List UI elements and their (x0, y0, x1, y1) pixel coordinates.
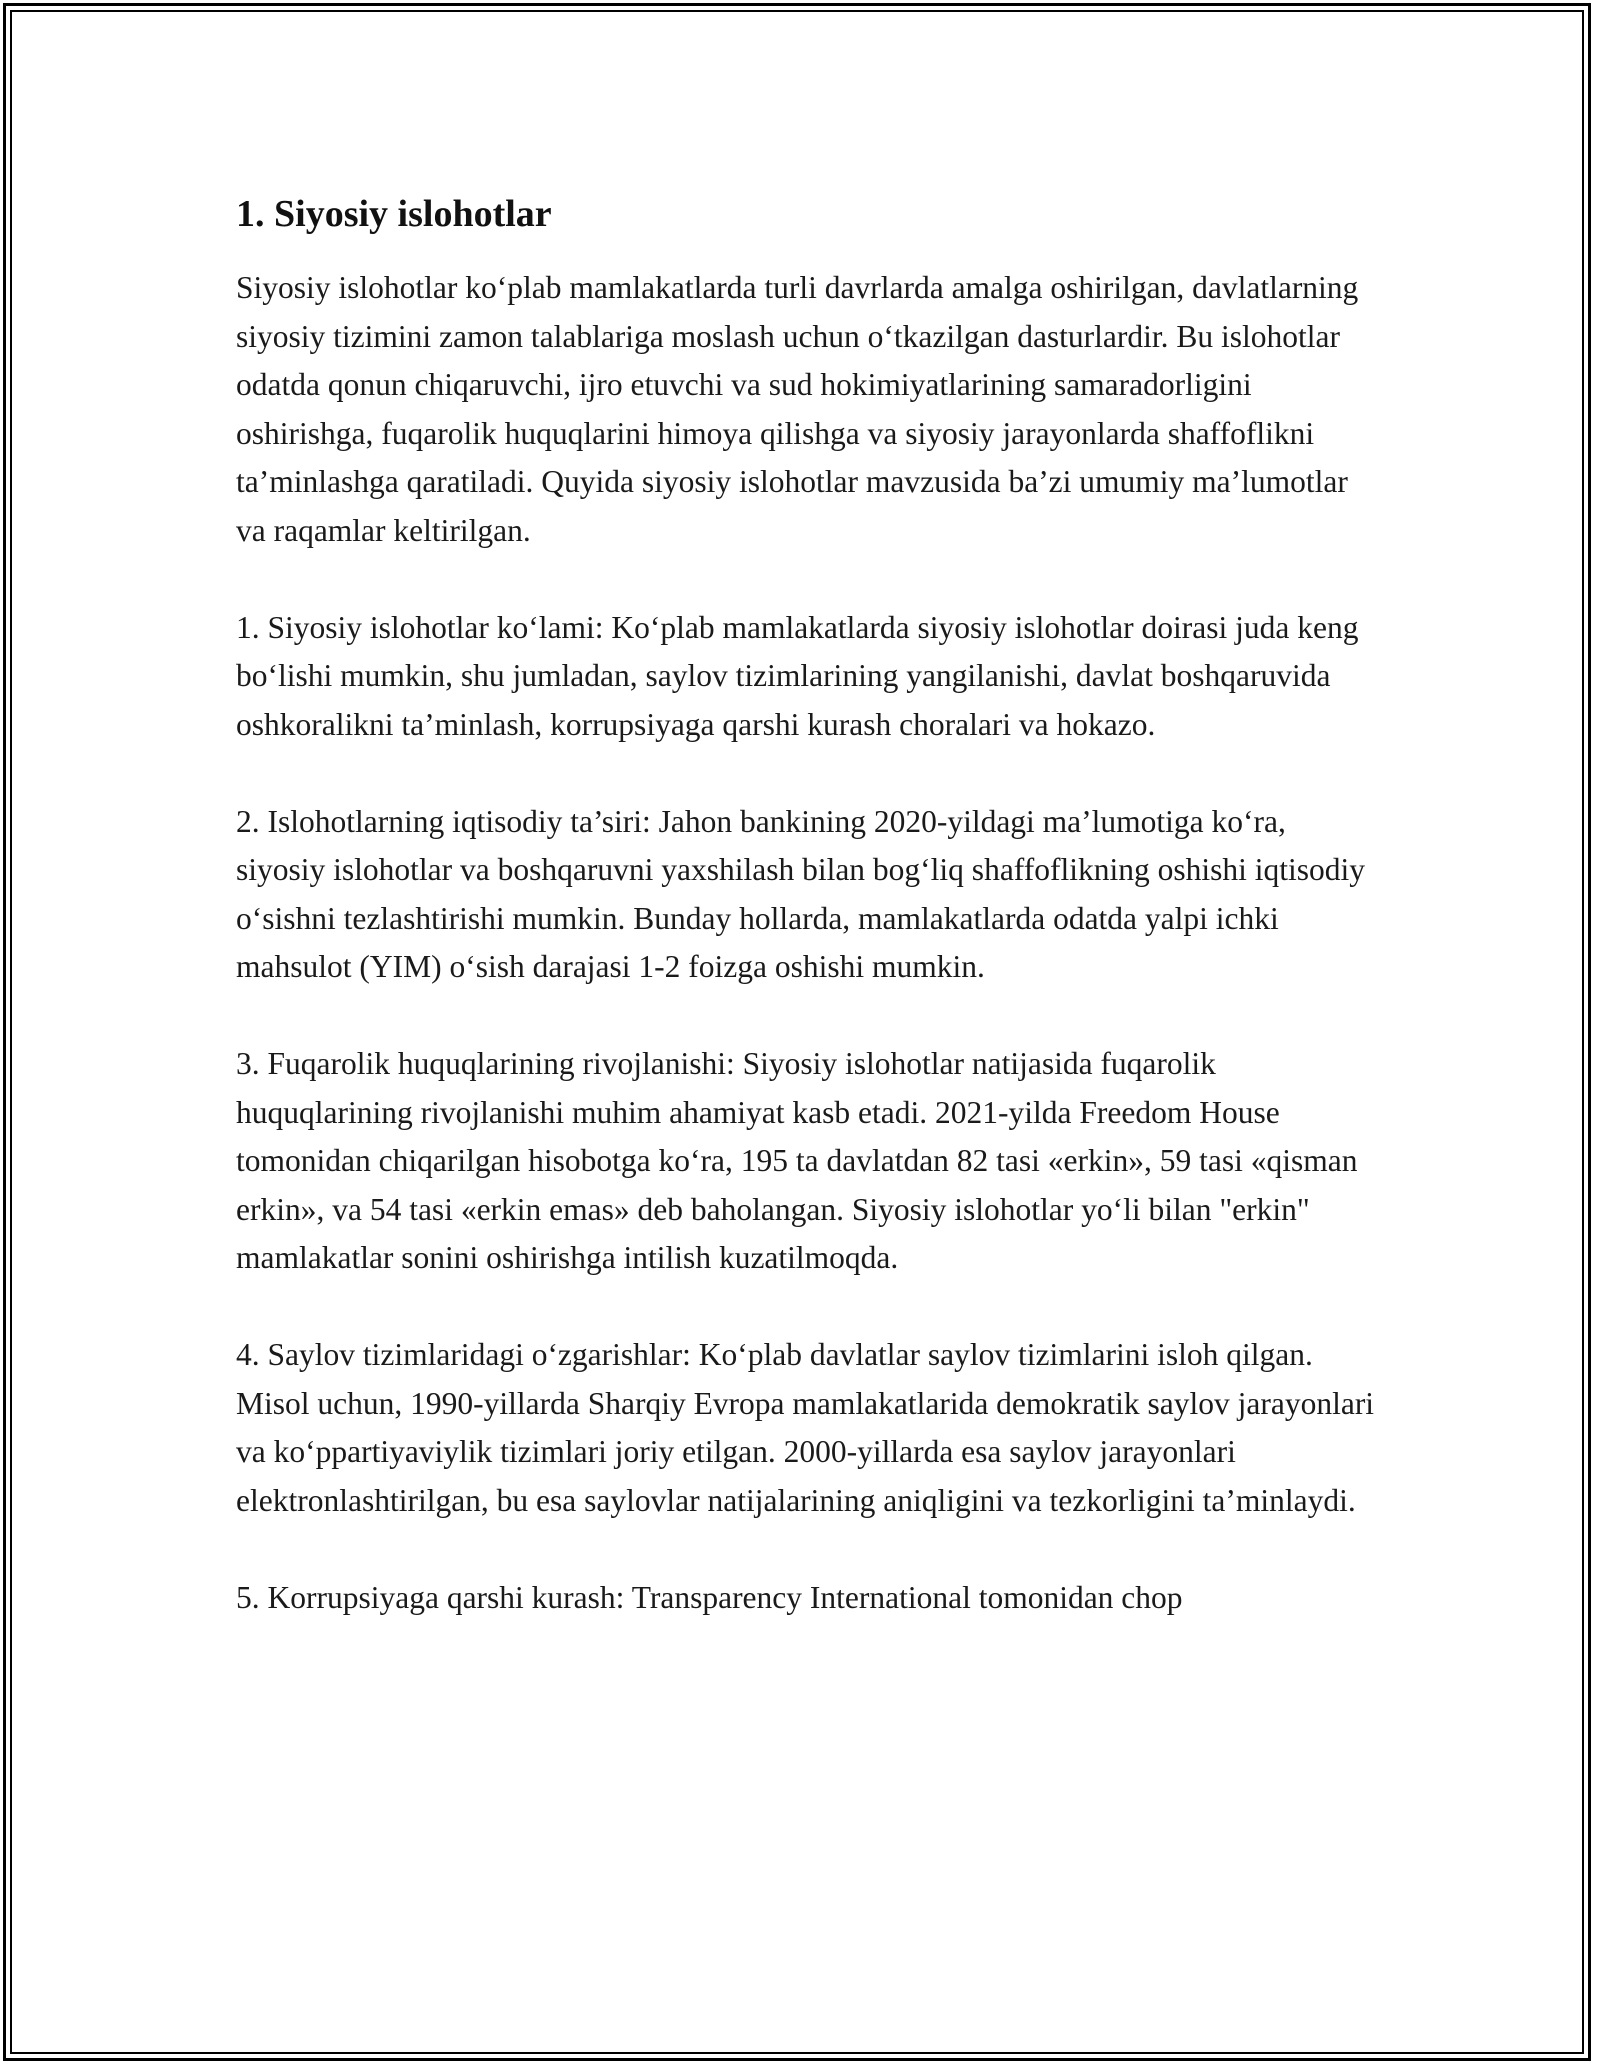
document-body (236, 186, 1376, 1671)
point-4-paragraph: 4. Saylov tizimlaridagi o‘zgarishlar: Ko‘plab davlatlar saylov tizimlarini isloh qilgan. Misol uchun, 1990-yillarda Sharqiy Evropa mamlakatlarida demokratik saylov jarayonlari va ko‘ppartiyaviylik tizimlari joriy etilgan. 2000-yillarda esa saylov jarayonlari elektronlashtirilgan, bu esa saylovlar natijalarining aniqligini va tezkorligini ta’minlaydi. (236, 1337, 1375, 1518)
point-5-paragraph: 5. Korrupsiyaga qarshi kurash: Transparency International tomonidan chop (236, 1579, 1183, 1615)
point-2-paragraph: 2. Islohotlarning iqtisodiy ta’siri: Jahon bankining 2020-yildagi ma’lumotiga ko‘ra, siyosiy islohotlar va boshqaruvni yaxshilash bilan bog‘liq shaffoflikning oshishi iqtisodiy o‘sishni tezlashtirishi mumkin. Bunday hollarda, mamlakatlarda odatda yalpi ichki mahsulot (YIM) o‘sish darajasi 1-2 foizga oshishi mumkin. (236, 803, 1365, 984)
section-heading: 1. Siyosiy islohotlar (236, 193, 552, 235)
intro-paragraph: Siyosiy islohotlar ko‘plab mamlakatlarda turli davrlarda amalga oshirilgan, davlatlarning siyosiy tizimini zamon talablariga moslash uchun o‘tkazilgan dasturlardir. Bu islohotlar odatda qonun chiqaruvchi, ijro etuvchi va sud hokimiyatlarining samaradorligini oshirishga, fuqarolik huquqlarini himoya qilishga va siyosiy jarayonlarda shaffoflikni ta’minlashga qaratiladi. Quyida siyosiy islohotlar mavzusida ba’zi umumiy ma’lumotlar va raqamlar keltirilgan. (236, 270, 1359, 548)
point-3-paragraph: 3. Fuqarolik huquqlarining rivojlanishi: Siyosiy islohotlar natijasida fuqarolik huquqlarining rivojlanishi muhim ahamiyat kasb etadi. 2021-yilda Freedom House tomonidan chiqarilgan hisobotga ko‘ra, 195 ta davlatdan 82 tasi «erkin», 59 tasi «qisman erkin», va 54 tasi «erkin emas» deb baholangan. Siyosiy islohotlar yo‘li bilan "erkin" mamlakatlar sonini oshirishga intilish kuzatilmoqda. (236, 1046, 1358, 1275)
point-1-paragraph: 1. Siyosiy islohotlar ko‘lami: Ko‘plab mamlakatlarda siyosiy islohotlar doirasi juda keng bo‘lishi mumkin, shu jumladan, saylov tizimlarining yangilanishi, davlat boshqaruvida oshkoralikni ta’minlash, korrupsiyaga qarshi kurash choralari va hokazo. (236, 609, 1359, 742)
